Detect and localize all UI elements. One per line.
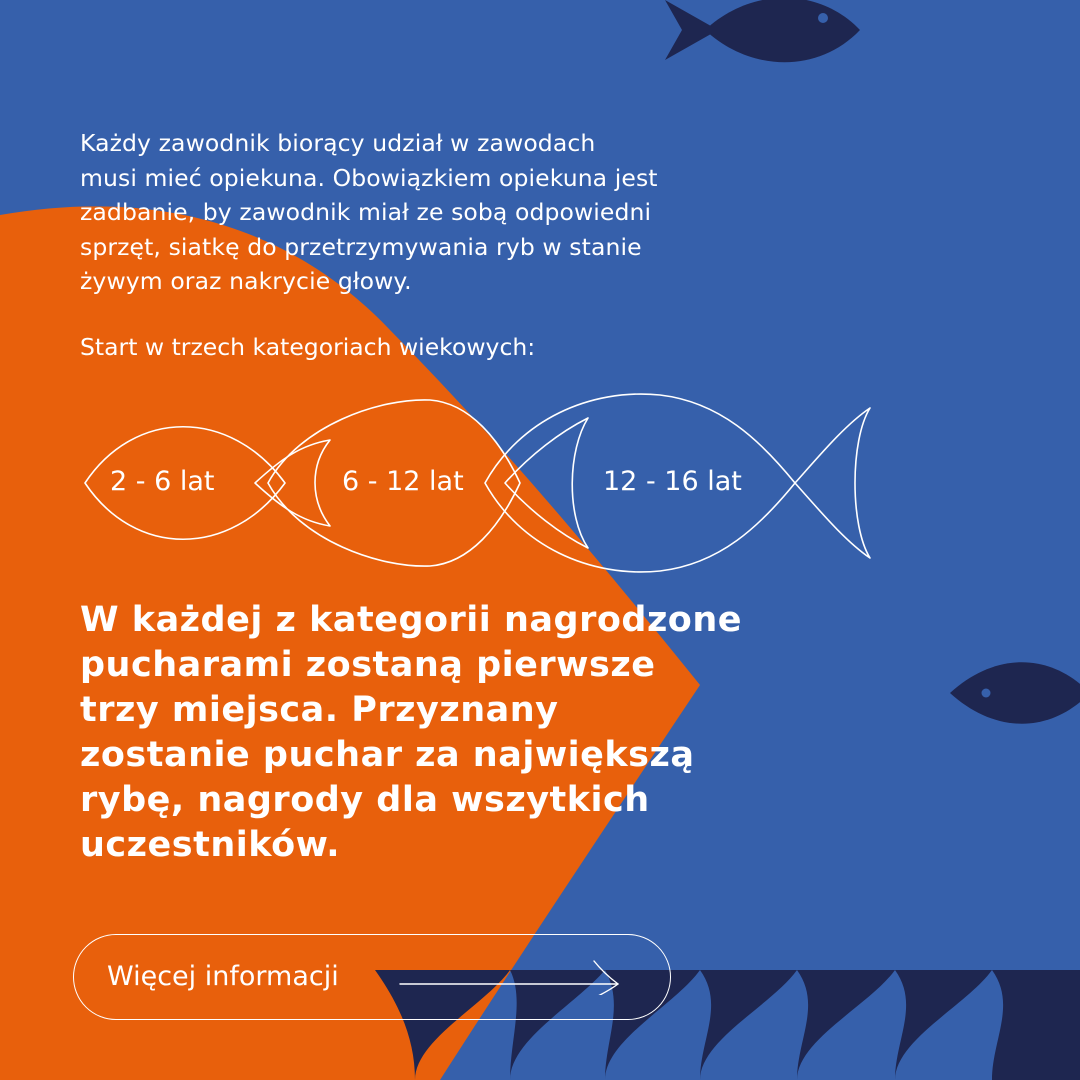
headline-line: uczestników. — [80, 825, 341, 865]
top-fish-icon — [665, 0, 860, 62]
intro-line: musi mieć opiekuna. Obowiązkiem opiekuna jest — [80, 163, 658, 192]
intro-line: sprzęt, siatkę do przetrzymywania ryb w stanie — [80, 232, 642, 261]
headline-line: pucharami zostaną pierwsze — [80, 645, 656, 685]
intro-line: żywym oraz nakrycie głowy. — [80, 267, 412, 295]
more-info-button[interactable] — [73, 934, 671, 1020]
prizes-headline — [80, 598, 820, 868]
categories-heading: Start w trzech kategoriach wiekowych: — [80, 333, 536, 361]
intro-line: Każdy zawodnik biorący udział w zawodach — [80, 129, 596, 157]
intro-paragraph — [80, 126, 760, 299]
arrow-right-icon — [398, 959, 620, 995]
fish-tail-outline — [795, 408, 870, 558]
headline-line: rybę, nagrody dla wszytkich — [80, 780, 650, 820]
headline-line: trzy miejsca. Przyznany — [80, 690, 559, 730]
headline-line: zostanie puchar za największą — [80, 735, 695, 775]
category-label: 2 - 6 lat — [110, 466, 215, 497]
category-label: 12 - 16 lat — [603, 466, 742, 497]
more-info-label: Więcej informacji — [107, 961, 339, 992]
intro-line: zadbanie, by zawodnik miał ze sobą odpowiedni — [80, 198, 652, 226]
right-fish-icon — [950, 662, 1080, 724]
category-label: 6 - 12 lat — [342, 466, 464, 497]
headline-line: W każdej z kategorii nagrodzone — [80, 600, 743, 640]
